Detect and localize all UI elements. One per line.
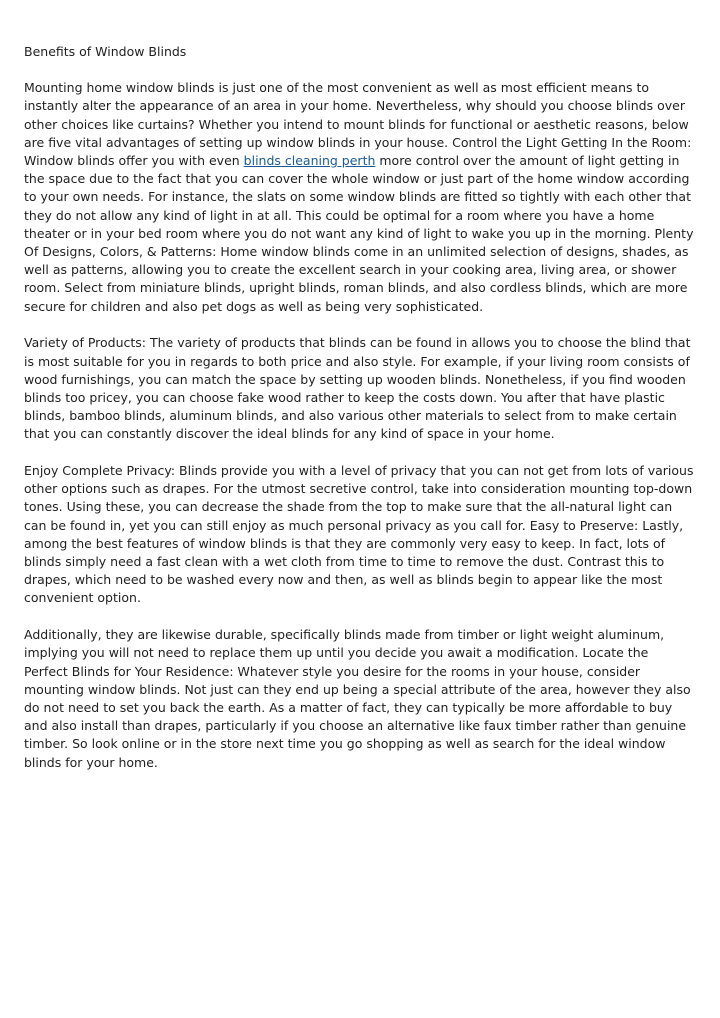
paragraph-variety-of-products: Variety of Products: The variety of products that blinds can be found in allows you to choose the blind that is most suitable for you in regards to both price and also style. For example, if your living room consists of wood furnishings, you can match the space by setting up wooden blinds. Nonetheless, if you find wooden blinds too pricey, you can choose fake wood rather to keep the costs down. You after that have plastic blinds, bamboo blinds, aluminum blinds, and also various other materials to select from to make certain that you can constantly discover the ideal blinds for any kind of space in your home. <box>24 335 691 442</box>
paragraph-intro <box>24 79 696 316</box>
document-title: Benefits of Window Blinds <box>24 44 187 59</box>
document-page <box>24 43 696 790</box>
blinds-cleaning-perth-link[interactable]: blinds cleaning perth <box>243 153 376 169</box>
paragraph-intro-text-end: more control over the amount of light getting in the space due to the fact that you can cover the whole window or just part of the home window according to your own needs. For instance, the slats on some window blinds are fitted so tightly with each other that they do not allow any kind of light in at all. This could be optimal for a room where you have a home theater or in your bed room where you do not want any kind of light to wake you up in the morning. Plenty Of Designs, Colors, & Patterns: Home window blinds come in an unlimited selection of designs, shades, as well as patterns, allowing you to create the excellent search in your cooking area, living area, or shower room. Select from miniature blinds, upright blinds, roman blinds, and also cordless blinds, which are more secure for children and also pet dogs as well as being very sophisticated. <box>24 153 694 314</box>
paragraph-privacy: Enjoy Complete Privacy: Blinds provide you with a level of privacy that you can not get from lots of various other options such as drapes. For the utmost secretive control, take into consideration mounting top-down tones. Using these, you can decrease the shade from the top to make sure that the all-natural light can can be found in, yet you can still enjoy as much personal privacy as you call for. Easy to Preserve: Lastly, among the best features of window blinds is that they are commonly very easy to keep. In fact, lots of blinds simply need a fast clean with a wet cloth from time to time to remove the dust. Contrast this to drapes, which need to be washed every now and then, as well as blinds begin to appear like the most convenient option. <box>24 463 694 606</box>
paragraph-durability: Additionally, they are likewise durable, specifically blinds made from timber or light weight aluminum, implying you will not need to replace them up until you decide you await a modification. Locate the Perfect Blinds for Your Residence: Whatever style you desire for the rooms in your house, consider mounting window blinds. Not just can they end up being a special attribute of the area, however they also do not need to set you back the earth. As a matter of fact, they can typically be more affordable to buy and also install than drapes, particularly if you choose an alternative like faux timber rather than genuine timber. So look online or in the store next time you go shopping as well as search for the ideal window blinds for your home. <box>24 627 691 770</box>
paragraph-intro-text-start: Mounting home window blinds is just one of the most convenient as well as most efficient means to instantly alter the appearance of an area in your home. Nevertheless, why should you choose blinds over other choices like curtains? Whether you intend to mount blinds for functional or aesthetic reasons, below are five vital advantages of setting up window blinds in your house. Control the Light Getting In the Room: Window blinds offer you with even <box>24 80 692 169</box>
